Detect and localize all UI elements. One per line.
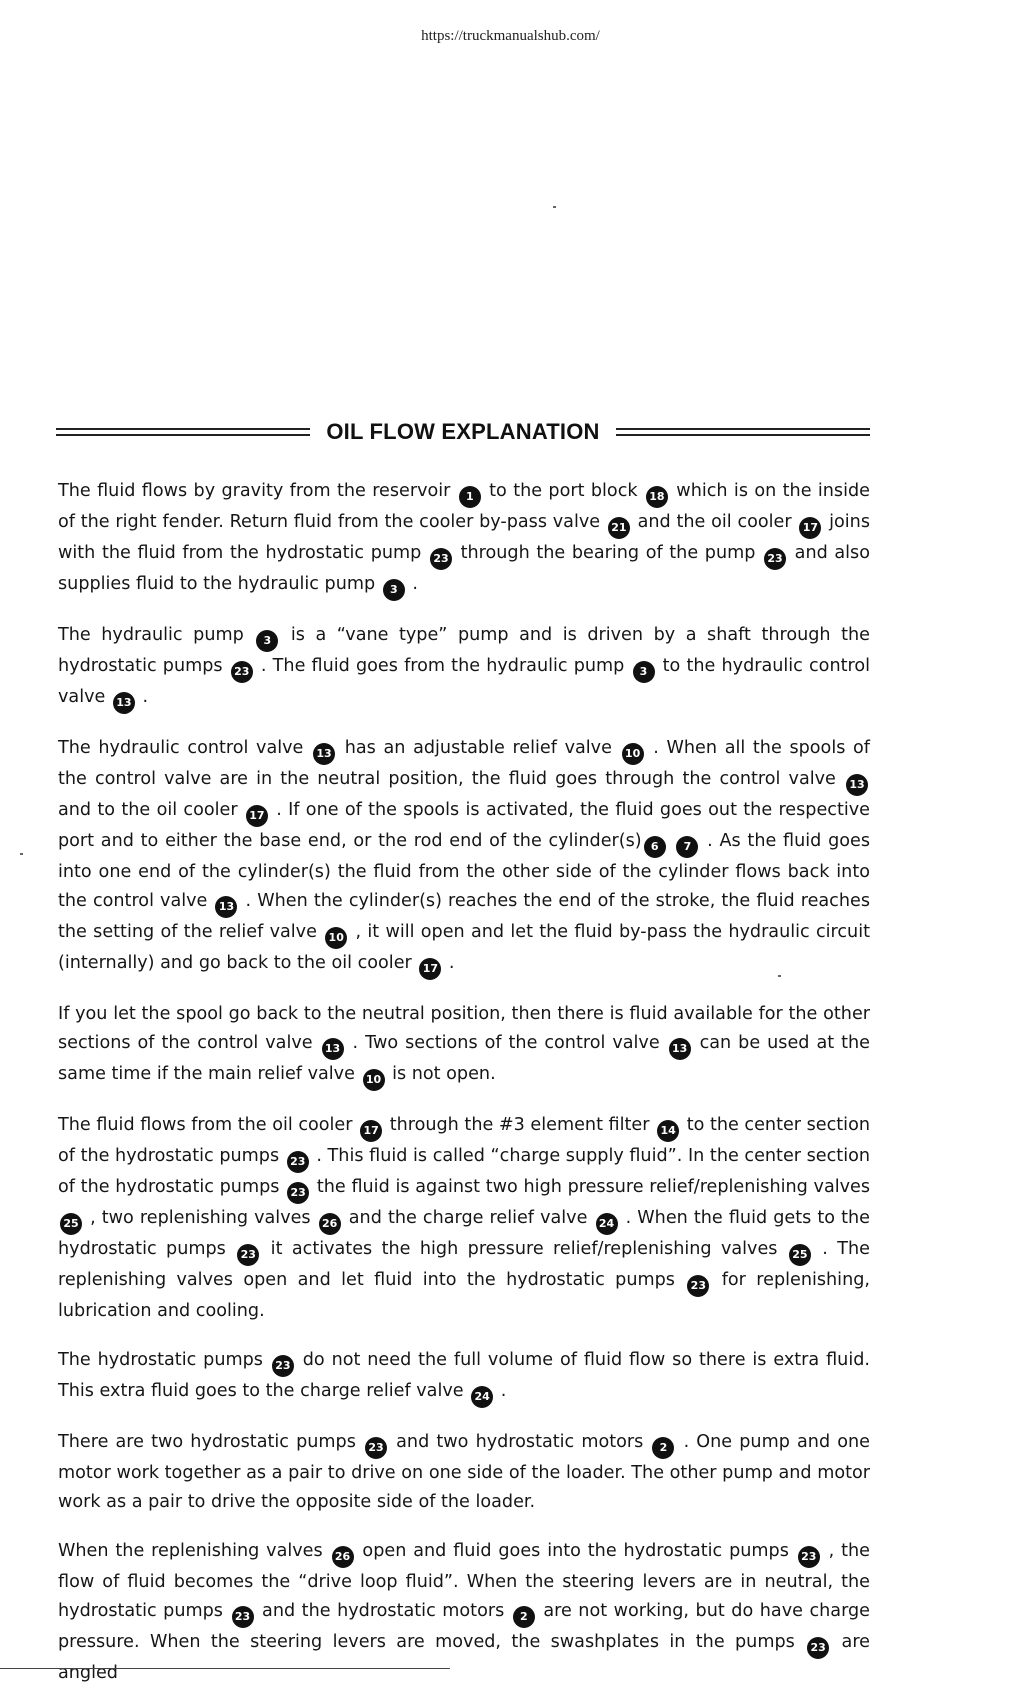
text-run: can be used at the same time if the main relief valve [58, 1033, 870, 1084]
paragraph [58, 621, 870, 714]
callout-number-icon: 6 [644, 836, 666, 858]
text-run: the fluid is against two high pressure relief/replenishing valves [311, 1177, 871, 1197]
callout-number-icon: 17 [360, 1120, 382, 1142]
text-run: is a “vane type” pump and is driven by a shaft through the hydrostatic pumps [58, 625, 870, 676]
scan-speck [553, 206, 556, 208]
text-run: . If one of the spools is activated, the fluid goes out the respective port and to either the base end, or the rod end of the cylinder(s) [58, 800, 870, 851]
scan-speck [778, 975, 781, 977]
callout-number-icon: 3 [256, 630, 278, 652]
callout-number-icon: 13 [113, 692, 135, 714]
text-run: is not open. [386, 1064, 496, 1084]
text-run: . The replenishing valves open and let fluid into the hydrostatic pumps [58, 1239, 871, 1290]
body-text [58, 477, 870, 1708]
callout-number-icon: 23 [287, 1151, 309, 1173]
text-run: The hydraulic control valve [58, 738, 312, 758]
callout-number-icon: 21 [608, 517, 630, 539]
text-run: are not working, but do have charge pressure. When the steering levers are moved, the swashplates in the pumps [58, 1601, 870, 1652]
callout-number-icon: 26 [319, 1213, 341, 1235]
text-run: through the #3 element filter [384, 1115, 656, 1135]
text-run: . When the fluid gets to the hydrostatic pumps [58, 1208, 870, 1259]
text-run: and two hydrostatic motors [389, 1432, 651, 1452]
paragraph [58, 1346, 870, 1408]
callout-number-icon: 24 [596, 1213, 618, 1235]
callout-number-icon: 14 [657, 1120, 679, 1142]
text-run: . [495, 1381, 507, 1401]
text-run: it activates the high pressure relief/replenishing valves [261, 1239, 787, 1259]
callout-number-icon: 18 [646, 486, 668, 508]
callout-number-icon: 23 [231, 661, 253, 683]
callout-number-icon: 10 [363, 1069, 385, 1091]
text-run: . Two sections of the control valve [345, 1033, 667, 1053]
callout-number-icon: 23 [287, 1182, 309, 1204]
text-run: has an adjustable relief valve [337, 738, 620, 758]
text-run: The hydrostatic pumps [58, 1350, 270, 1370]
text-run: and the charge relief valve [342, 1208, 594, 1228]
text-run: . When the cylinder(s) reaches the end of the stroke, the fluid reaches the setting of the relief valve [58, 891, 870, 942]
text-run: , it will open and let the fluid by-pass the hydraulic circuit (internally) and go back to the oil cooler [58, 922, 870, 973]
callout-number-icon: 2 [513, 1606, 535, 1628]
callout-number-icon: 23 [365, 1437, 387, 1459]
text-run: to the hydraulic control valve [58, 656, 870, 707]
callout-number-icon: 10 [622, 743, 644, 765]
text-run: for replenishing, lubrication and cooling. [58, 1270, 870, 1321]
text-run: , two replenishing valves [84, 1208, 317, 1228]
callout-number-icon: 23 [807, 1637, 829, 1659]
scan-speck [20, 853, 23, 855]
text-run: and also supplies fluid to the hydraulic pump [58, 543, 870, 594]
text-run: . The fluid goes from the hydraulic pump [254, 656, 631, 676]
callout-number-icon: 25 [60, 1213, 82, 1235]
paragraph [58, 1428, 870, 1517]
text-run: When the replenishing valves [58, 1541, 330, 1561]
text-run: If you let the spool go back to the neutral position, then there is fluid available for the other sections of the control valve [58, 1004, 870, 1053]
text-run: and the hydrostatic motors [255, 1601, 511, 1621]
text-run: , the flow of fluid becomes the “drive loop fluid”. When the steering levers are in neutral, the hydrostatic pumps [58, 1541, 870, 1621]
callout-number-icon: 13 [669, 1038, 691, 1060]
bottom-edge-line [0, 1668, 450, 1669]
callout-number-icon: 10 [325, 927, 347, 949]
text-run: . [136, 687, 149, 707]
callout-number-icon: 13 [215, 896, 237, 918]
text-run: to the port block [482, 481, 644, 501]
paragraph [58, 1537, 870, 1688]
text-run: The fluid flows from the oil cooler [58, 1115, 359, 1135]
text-run: do not need the full volume of fluid flow so there is extra fluid. This extra fluid goes to the charge relief valve [58, 1350, 870, 1401]
paragraph [58, 734, 870, 980]
callout-number-icon: 23 [272, 1355, 294, 1377]
section-heading [56, 416, 870, 448]
text-run: . When all the spools of the control valve are in the neutral position, the fluid goes through the control valve [58, 738, 870, 789]
callout-number-icon: 3 [383, 579, 405, 601]
text-run: . [443, 953, 455, 973]
callout-number-icon: 23 [237, 1244, 259, 1266]
text-run: There are two hydrostatic pumps [58, 1432, 364, 1452]
text-run: joins with the fluid from the hydrostatic pump [58, 512, 871, 563]
callout-number-icon: 17 [419, 958, 441, 980]
text-run: The fluid flows by gravity from the reservoir [58, 481, 457, 501]
text-run: through the bearing of the pump [453, 543, 763, 563]
section-title: OIL FLOW EXPLANATION [326, 419, 600, 444]
callout-number-icon: 13 [322, 1038, 344, 1060]
text-run: to the center section of the hydrostatic pumps [58, 1115, 870, 1166]
callout-number-icon: 13 [846, 774, 868, 796]
callout-number-icon: 17 [246, 805, 268, 827]
text-run: . One pump and one motor work together as a pair to drive on one side of the loader. The other pump and motor work as a pair to drive the opposite side of the loader. [58, 1432, 870, 1512]
callout-number-icon: 2 [652, 1437, 674, 1459]
text-run: and to the oil cooler [58, 800, 244, 820]
text-run: . This fluid is called “charge supply fluid”. In the center section of the hydrostatic pumps [58, 1146, 870, 1197]
paragraph [58, 477, 870, 601]
text-run [668, 831, 675, 851]
callout-number-icon: 23 [232, 1606, 254, 1628]
callout-number-icon: 17 [799, 517, 821, 539]
text-run: . [406, 574, 418, 594]
text-run: The hydraulic pump [58, 625, 255, 645]
paragraph [58, 1000, 870, 1091]
heading-rule-right [616, 428, 870, 436]
text-run: open and fluid goes into the hydrostatic pumps [355, 1541, 796, 1561]
callout-number-icon: 25 [789, 1244, 811, 1266]
text-run: are angled [58, 1632, 871, 1683]
source-url: https://truckmanualshub.com/ [421, 28, 600, 44]
callout-number-icon: 13 [313, 743, 335, 765]
callout-number-icon: 23 [430, 548, 452, 570]
callout-number-icon: 23 [687, 1275, 709, 1297]
callout-number-icon: 24 [471, 1386, 493, 1408]
text-run: . As the fluid goes into one end of the cylinder(s) the fluid from the other side of the cylinder flows back into the control valve [58, 831, 871, 911]
text-run: which is on the inside of the right fender. Return fluid from the cooler by-pass valve [58, 481, 870, 532]
callout-number-icon: 1 [459, 486, 481, 508]
callout-number-icon: 23 [798, 1546, 820, 1568]
callout-number-icon: 23 [764, 548, 786, 570]
callout-number-icon: 3 [633, 661, 655, 683]
paragraph [58, 1111, 870, 1326]
callout-number-icon: 26 [332, 1546, 354, 1568]
heading-rule-left [56, 428, 310, 436]
callout-number-icon: 7 [676, 836, 698, 858]
text-run: and the oil cooler [631, 512, 798, 532]
